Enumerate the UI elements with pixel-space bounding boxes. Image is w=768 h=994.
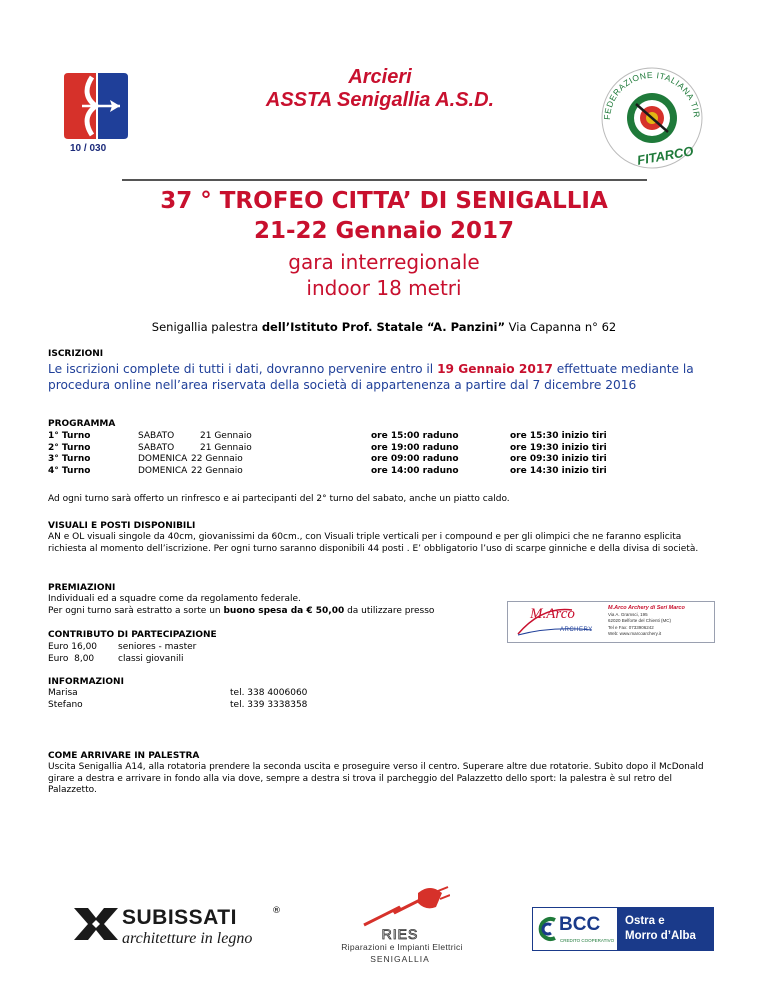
contributo-heading: CONTRIBUTO DI PARTECIPAZIONE — [48, 630, 217, 640]
turno-day: SABATO — [138, 431, 175, 441]
venue-address: Via Capanna n° 62 — [505, 320, 617, 334]
marco-name: M.Arco Archery di Seri Marco — [608, 605, 685, 611]
programma-note: Ad ogni turno sarà offerto un rinfresco e ai partecipanti del 2° turno del sabato, anche un piatto caldo. — [48, 494, 510, 504]
programma-heading: PROGRAMMA — [48, 419, 116, 429]
fitarco-logo — [596, 60, 708, 170]
ries-plug-icon — [360, 885, 450, 929]
premiazioni-line1: Individuali ed a squadre come da regolamento federale. — [48, 594, 301, 604]
iscrizioni-text-a: Le iscrizioni complete di tutti i dati, dovranno pervenire entro il — [48, 362, 438, 376]
event-subtitle-line2: indoor 18 metri — [306, 276, 462, 300]
contact-name: Marisa — [48, 688, 78, 698]
turno-date: 21 Gennaio — [200, 431, 252, 441]
contributo-row — [48, 642, 348, 654]
turno-label: 3° Turno — [48, 454, 91, 464]
turno-day: SABATO — [138, 442, 175, 453]
marco-phone: Tel e Fax: 0733906242 — [608, 624, 654, 630]
ries-description: Riparazioni e Impianti Elettrici — [341, 942, 463, 952]
club-code: 10 / 030 — [70, 143, 107, 154]
venue-name: dell’Istituto Prof. Statale “A. Panzini” — [261, 320, 506, 334]
bcc-logo — [533, 908, 615, 950]
ries-city: SENIGALLIA — [370, 954, 430, 964]
turno-raduno: ore 09:00 raduno — [371, 454, 459, 464]
iscrizioni-deadline: 19 Gennaio 2017 — [437, 362, 553, 376]
sponsor-subissati — [74, 906, 294, 950]
bcc-mark-icon — [537, 916, 559, 942]
directions-heading: COME ARRIVARE IN PALESTRA — [48, 751, 200, 761]
marco-city: 62020 Belforte del Chienti (MC) — [608, 618, 672, 624]
contact-row — [48, 700, 448, 712]
premiazioni-line2 — [48, 606, 518, 618]
ries-name: RIES — [381, 926, 419, 942]
premiazioni-text-b: da utilizzare presso — [344, 606, 435, 616]
turno-inizio: ore 14:30 inizio tiri — [510, 465, 607, 476]
fitarco-label: FITARCO — [635, 143, 695, 168]
sponsor-bcc — [532, 907, 714, 951]
visuali-heading: VISUALI E POSTI DISPONIBILI — [48, 521, 196, 531]
subissati-name: SUBISSATI — [122, 906, 237, 929]
bcc-sub: CREDITO COOPERATIVO — [560, 938, 615, 943]
marco-logo — [512, 604, 602, 640]
directions-text: Uscita Senigallia A14, alla rotatoria prendere la seconda uscita e proseguire verso il centro. Superare altre due rotatorie. Subito dopo il McDonald girare a destra e arrivare in fondo alla via dove, sempre a destra si trova il parcheggio del Palazzetto dello sport: la palestra è sul retro del Palazzetto. — [48, 762, 704, 795]
contact-row — [48, 688, 448, 700]
iscrizioni-heading: ISCRIZIONI — [48, 349, 104, 359]
contributo-amount: Euro 8,00 — [48, 654, 95, 664]
turno-label: 2° Turno — [48, 442, 91, 453]
marco-details — [608, 605, 712, 638]
turno-date: 21 Gennaio — [200, 442, 252, 453]
club-name-line1: Arcieri — [348, 66, 412, 88]
bcc-branch-line1: Ostra e — [625, 915, 665, 927]
premiazioni-text-a: Per ogni turno sarà estratto a sorte un — [48, 606, 224, 616]
bcc-name: BCC — [559, 914, 601, 935]
informazioni-heading: INFORMAZIONI — [48, 677, 124, 687]
contributo-row — [48, 654, 348, 666]
bcc-branch-line2: Morro d’Alba — [625, 930, 696, 942]
event-title — [80, 186, 688, 246]
turno-raduno: ore 14:00 raduno — [371, 465, 459, 476]
contributo-desc: classi giovanili — [118, 654, 184, 664]
subissati-tagline: architetture in legno — [122, 930, 253, 947]
premiazioni-heading: PREMIAZIONI — [48, 583, 116, 593]
iscrizioni-text — [48, 361, 728, 393]
bcc-branch — [617, 908, 713, 950]
club-logo — [62, 71, 130, 141]
turno-inizio: ore 15:30 inizio tiri — [510, 431, 607, 441]
club-name — [200, 66, 560, 112]
event-subtitle-line1: gara interregionale — [288, 250, 480, 274]
marco-address: Via A. Gramsci, 195 — [608, 611, 648, 617]
event-title-line1: 37 ° TROFEO CITTA’ DI SENIGALLIA — [160, 188, 608, 214]
contributo-desc: seniores - master — [118, 642, 197, 652]
turno-day: DOMENICA — [138, 454, 188, 464]
subissati-mark-icon — [74, 908, 118, 940]
venue-prefix: Senigallia palestra — [151, 320, 262, 334]
event-subtitle — [80, 249, 688, 301]
visuali-text: AN e OL visuali singole da 40cm, giovanissimi da 60cm., con Visuali triple verticali per i compound e per gli olimpici che ne faranno esplicita richiesta al momento dell’iscrizione. Per ogni turno saranno disponibili 44 posti . E’ obbligatorio l’uso di scarpe ginniche e della divisa di società. — [48, 532, 699, 554]
turno-inizio: ore 19:30 inizio tiri — [510, 442, 607, 453]
subissati-registered: ® — [272, 906, 281, 916]
marco-web: Web: www.marcoarchery.it — [608, 631, 662, 637]
contact-phone: tel. 338 4006060 — [230, 688, 308, 698]
turno-date: 22 Gennaio — [191, 454, 243, 464]
sponsor-marco-card — [507, 601, 715, 643]
premiazioni-prize: buono spesa da € 50,00 — [223, 606, 345, 616]
turno-label: 1° Turno — [48, 431, 91, 441]
contact-name: Stefano — [48, 700, 83, 710]
turno-date: 22 Gennaio — [191, 465, 243, 476]
iscrizioni-text-b: effettuate mediante la procedura online nell’area riservata della società di appartenenza a partire dal 7 dicembre 2016 — [48, 362, 694, 392]
venue-line — [0, 320, 768, 334]
header-divider — [122, 179, 647, 181]
fitarco-ring-text: FEDERAZIONE ITALIANA TIR — [601, 69, 703, 121]
turno-label: 4° Turno — [48, 465, 91, 476]
club-name-line2: ASSTA Senigallia A.S.D. — [265, 89, 495, 111]
turno-raduno: ore 19:00 raduno — [371, 442, 459, 453]
marco-logo-text: M.Arco — [530, 606, 575, 622]
turno-day: DOMENICA — [138, 465, 188, 476]
turno-inizio: ore 09:30 inizio tiri — [510, 454, 607, 464]
contributo-amount: Euro 16,00 — [48, 642, 98, 652]
sponsor-ries — [320, 885, 490, 965]
contact-phone: tel. 339 3338358 — [230, 700, 308, 710]
turno-raduno: ore 15:00 raduno — [371, 431, 459, 441]
marco-logo-sub: ARCHERY — [560, 627, 593, 633]
event-title-line2: 21-22 Gennaio 2017 — [253, 218, 515, 244]
